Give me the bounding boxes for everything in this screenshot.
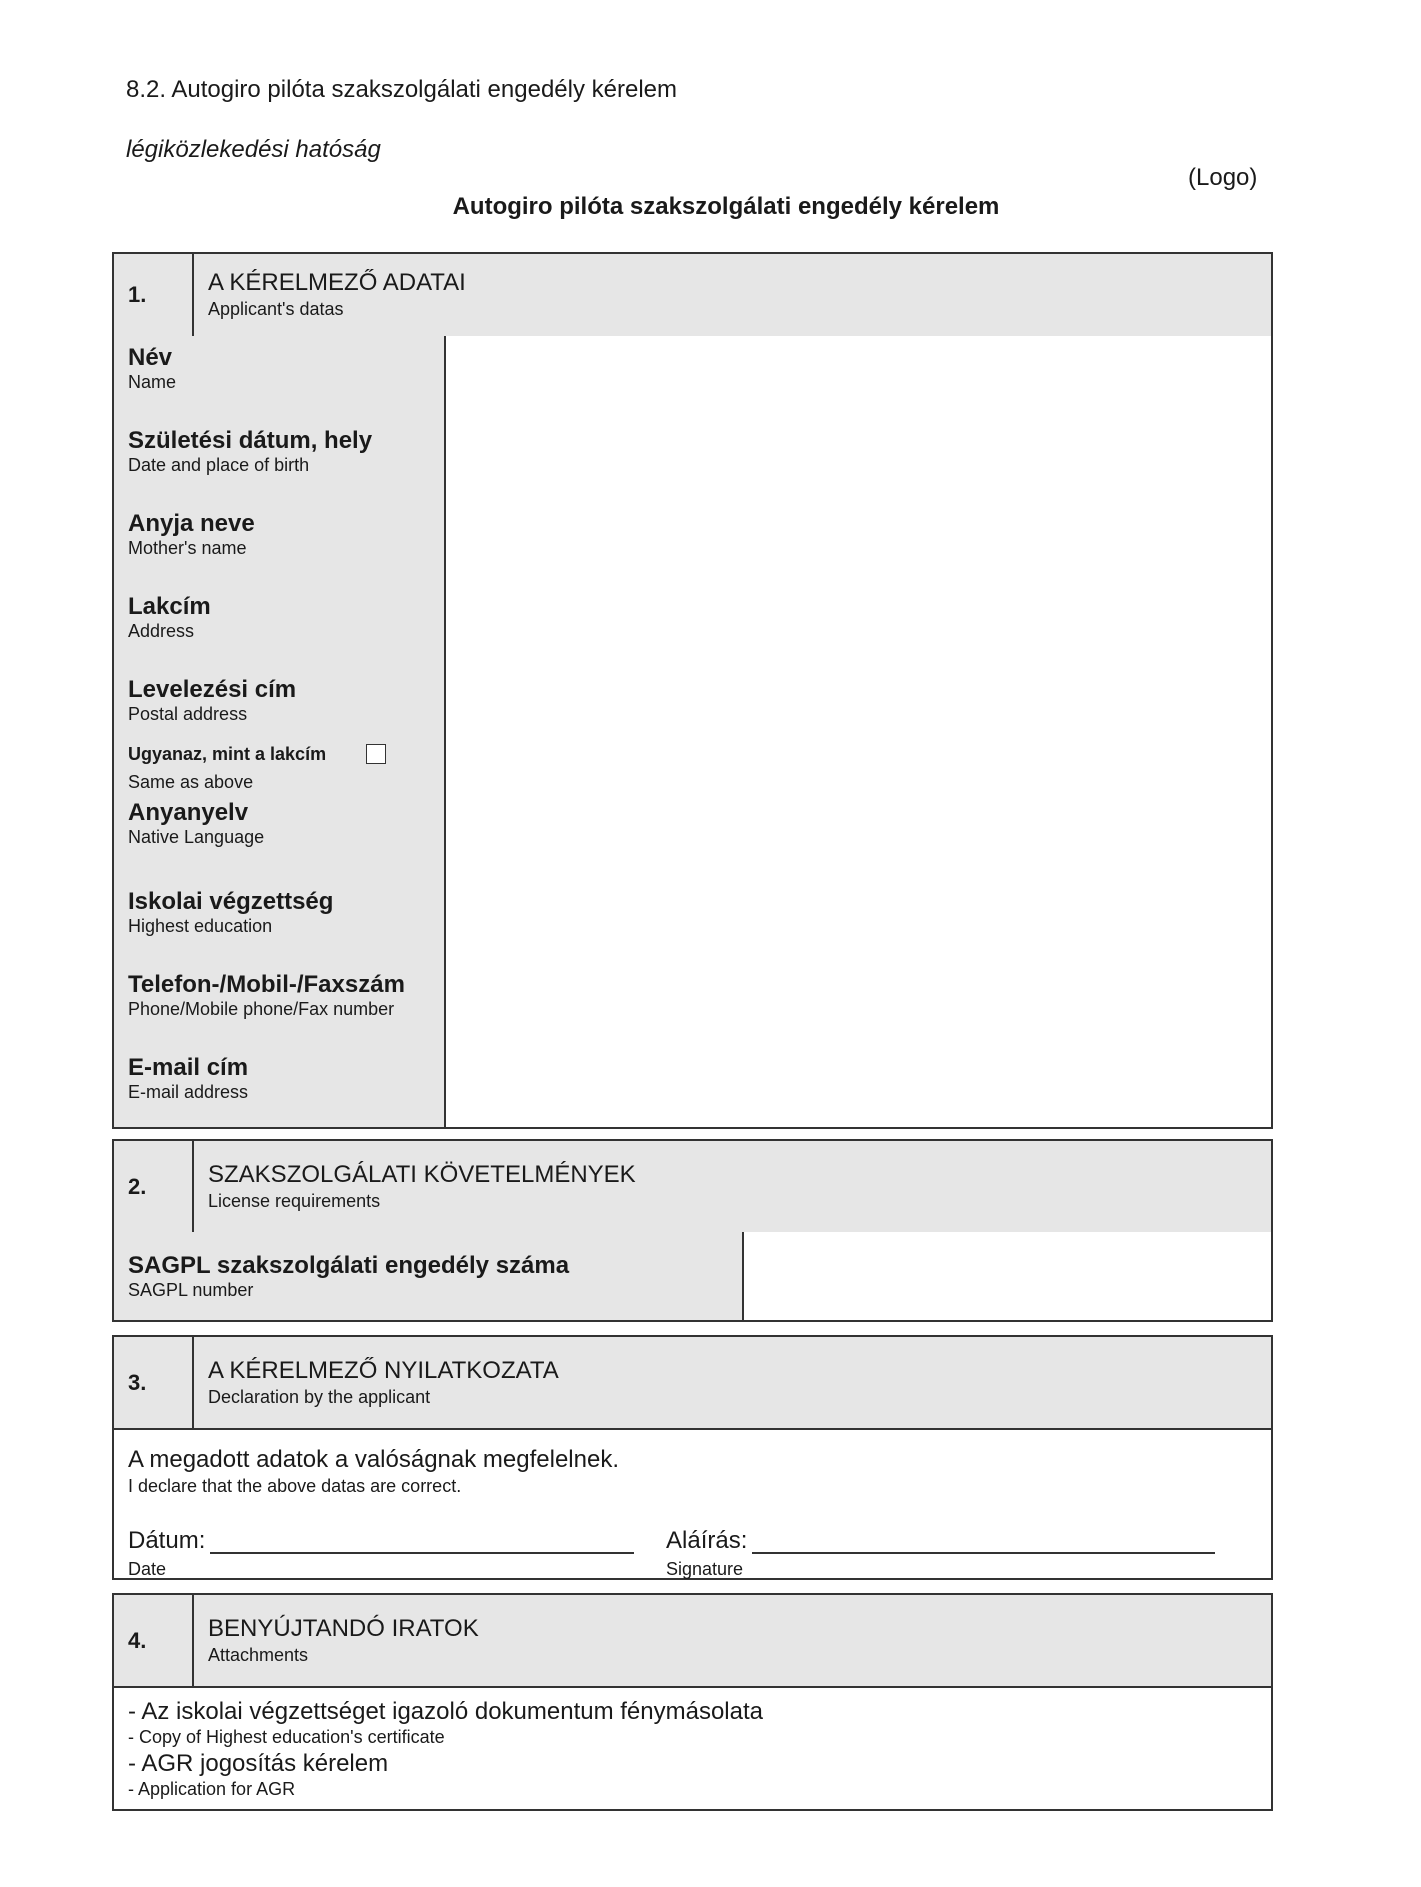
section-4-number: 4. — [114, 1595, 194, 1686]
declaration-body — [114, 1428, 1271, 1578]
field-row-phone — [114, 963, 1271, 1048]
same-as-address-label: Ugyanaz, mint a lakcím — [128, 744, 327, 764]
field-sublabel: Address — [128, 621, 195, 641]
field-row-email — [114, 1046, 1271, 1127]
field-label: Anyanyelv — [128, 799, 249, 826]
field-sublabel: Name — [128, 372, 177, 392]
section-4-subtitle: Attachments — [208, 1645, 309, 1665]
native-language-field[interactable] — [446, 797, 1271, 880]
field-sublabel: Native Language — [128, 827, 265, 847]
section-3-declaration — [112, 1335, 1273, 1580]
field-sublabel: Highest education — [128, 916, 273, 936]
field-label: E-mail cím — [128, 1054, 249, 1081]
field-row-sagpl — [114, 1232, 1271, 1320]
list-item: - AGR jogosítás kérelem — [128, 1750, 389, 1777]
field-label: Levelezési cím — [128, 676, 297, 703]
field-row-native-language — [114, 797, 1271, 882]
section-4-header — [114, 1595, 1271, 1688]
section-1-subtitle: Applicant's datas — [208, 299, 344, 319]
sagpl-number-field[interactable] — [744, 1232, 1271, 1320]
field-label: Telefon-/Mobil-/Faxszám — [128, 971, 405, 998]
field-label: Lakcím — [128, 593, 211, 620]
same-as-address-sublabel: Same as above — [128, 772, 254, 792]
name-field[interactable] — [446, 336, 1271, 419]
section-2-subtitle: License requirements — [208, 1191, 381, 1211]
declaration-statement-en: I declare that the above datas are correct. — [128, 1476, 462, 1496]
section-heading: 8.2. Autogiro pilóta szakszolgálati engedély kérelem — [126, 76, 677, 103]
field-label: Születési dátum, hely — [128, 427, 373, 454]
birth-date-place-field[interactable] — [446, 419, 1271, 502]
section-2-license-requirements — [112, 1139, 1273, 1322]
section-2-title: SZAKSZOLGÁLATI KÖVETELMÉNYEK — [208, 1161, 636, 1188]
same-as-address-checkbox[interactable] — [366, 744, 386, 764]
logo-placeholder: (Logo) — [1188, 164, 1258, 191]
section-3-subtitle: Declaration by the applicant — [208, 1387, 431, 1407]
field-label: SAGPL szakszolgálati engedély száma — [128, 1252, 570, 1279]
section-1-title: A KÉRELMEZŐ ADATAI — [208, 269, 466, 296]
section-4-attachments — [112, 1593, 1273, 1811]
section-3-header — [114, 1337, 1271, 1430]
attachments-list — [114, 1686, 1271, 1809]
field-sublabel: Postal address — [128, 704, 248, 724]
list-item: - Az iskolai végzettséget igazoló dokumentum fénymásolata — [128, 1698, 764, 1725]
declaration-statement: A megadott adatok a valóságnak megfelelnek. — [128, 1446, 619, 1473]
section-3-number: 3. — [114, 1337, 194, 1428]
signature-label: Aláírás: — [666, 1527, 748, 1554]
section-2-number: 2. — [114, 1141, 194, 1232]
section-1-applicant-data — [112, 252, 1273, 1129]
section-1-number: 1. — [114, 254, 194, 336]
field-sublabel: Phone/Mobile phone/Fax number — [128, 999, 395, 1019]
signature-input-line[interactable] — [752, 1552, 1215, 1554]
section-2-header — [114, 1141, 1271, 1234]
section-4-title: BENYÚJTANDÓ IRATOK — [208, 1615, 479, 1642]
field-sublabel: Date and place of birth — [128, 455, 310, 475]
section-1-header — [114, 254, 1271, 338]
address-field[interactable] — [446, 585, 1271, 668]
authority-name: légiközlekedési hatóság — [126, 136, 381, 163]
field-sublabel: Mother's name — [128, 538, 247, 558]
date-sublabel: Date — [128, 1559, 167, 1579]
signature-sublabel: Signature — [666, 1559, 744, 1579]
field-sublabel: E-mail address — [128, 1082, 249, 1102]
field-row-postal-address — [114, 668, 1271, 799]
list-item-sub: - Application for AGR — [128, 1779, 296, 1799]
field-row-address — [114, 585, 1271, 670]
field-label: Anyja neve — [128, 510, 255, 537]
field-sublabel: SAGPL number — [128, 1280, 254, 1300]
date-label: Dátum: — [128, 1527, 206, 1554]
postal-address-field[interactable] — [446, 668, 1271, 797]
mother-name-field[interactable] — [446, 502, 1271, 585]
list-item-sub: - Copy of Highest education's certificate — [128, 1727, 445, 1747]
email-field[interactable] — [446, 1046, 1271, 1127]
field-label: Név — [128, 344, 173, 371]
education-field[interactable] — [446, 880, 1271, 963]
field-label: Iskolai végzettség — [128, 888, 334, 915]
field-row-birth — [114, 419, 1271, 504]
phone-field[interactable] — [446, 963, 1271, 1046]
field-row-name — [114, 336, 1271, 421]
form-title: Autogiro pilóta szakszolgálati engedély kérelem — [452, 193, 1000, 220]
field-row-mother-name — [114, 502, 1271, 587]
field-row-education — [114, 880, 1271, 965]
section-3-title: A KÉRELMEZŐ NYILATKOZATA — [208, 1357, 559, 1384]
date-input-line[interactable] — [210, 1552, 634, 1554]
